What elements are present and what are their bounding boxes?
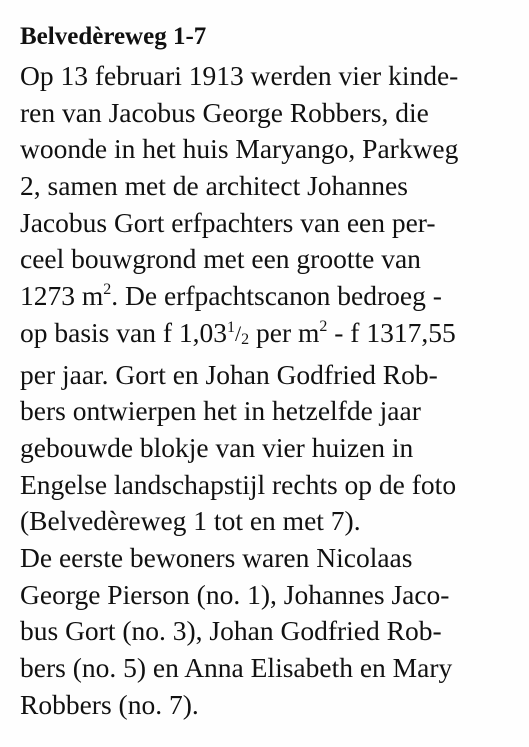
- text-line: Robbers (no. 7).: [20, 688, 199, 720]
- text-line: 2, samen met de architect Johannes: [20, 170, 408, 202]
- text-line-price: [20, 315, 525, 352]
- text-line: ceel bouwgrond met een grootte van: [20, 243, 421, 275]
- text-line: bers (no. 5) en Anna Elisabeth en Mary: [20, 652, 453, 683]
- text-line: ren van Jacobus George Robbers, die: [20, 96, 429, 128]
- superscript-two: 2: [103, 281, 112, 299]
- superscript-two: 2: [319, 317, 328, 335]
- text-line: woonde in het huis Maryango, Parkweg: [20, 133, 459, 165]
- fraction-slash: /: [235, 320, 242, 346]
- text-line: bers ontwierpen het in hetzelfde jaar: [20, 395, 421, 427]
- fraction-denominator: 2: [241, 330, 250, 348]
- fraction-numerator: 1: [227, 318, 235, 336]
- fraction-half: [227, 318, 250, 348]
- text-line: bus Gort (no. 3), Johan Godfried Rob-: [20, 615, 442, 647]
- text-line: Engelse landschapstijl rechts op de foto: [20, 468, 457, 500]
- text-line: (Belvedèreweg 1 tot en met 7).: [20, 505, 361, 537]
- text-line: George Pierson (no. 1), Johannes Jaco-: [20, 578, 450, 610]
- price-text: op basis van f 1,03: [20, 316, 227, 348]
- article-body: [20, 58, 525, 723]
- text-line: per jaar. Gort en Johan Godfried Rob-: [20, 358, 438, 390]
- text-line: De eerste bewoners waren Nicolaas: [20, 541, 413, 573]
- area-text: 1273 m: [20, 280, 104, 312]
- total-text: - f 1317,55: [327, 316, 456, 348]
- article-heading: Belvedèreweg 1-7: [20, 23, 207, 50]
- text-line: Op 13 februari 1913 werden vier kinde-: [20, 60, 459, 91]
- text-line: gebouwde blokje van vier huizen in: [20, 431, 414, 463]
- canon-text: . De erfpachtscanon bedroeg -: [111, 280, 442, 312]
- text-line-area: [20, 278, 525, 315]
- text-line: Jacobus Gort erfpachters van een per-: [20, 206, 436, 238]
- per-unit-text: per m: [249, 316, 320, 348]
